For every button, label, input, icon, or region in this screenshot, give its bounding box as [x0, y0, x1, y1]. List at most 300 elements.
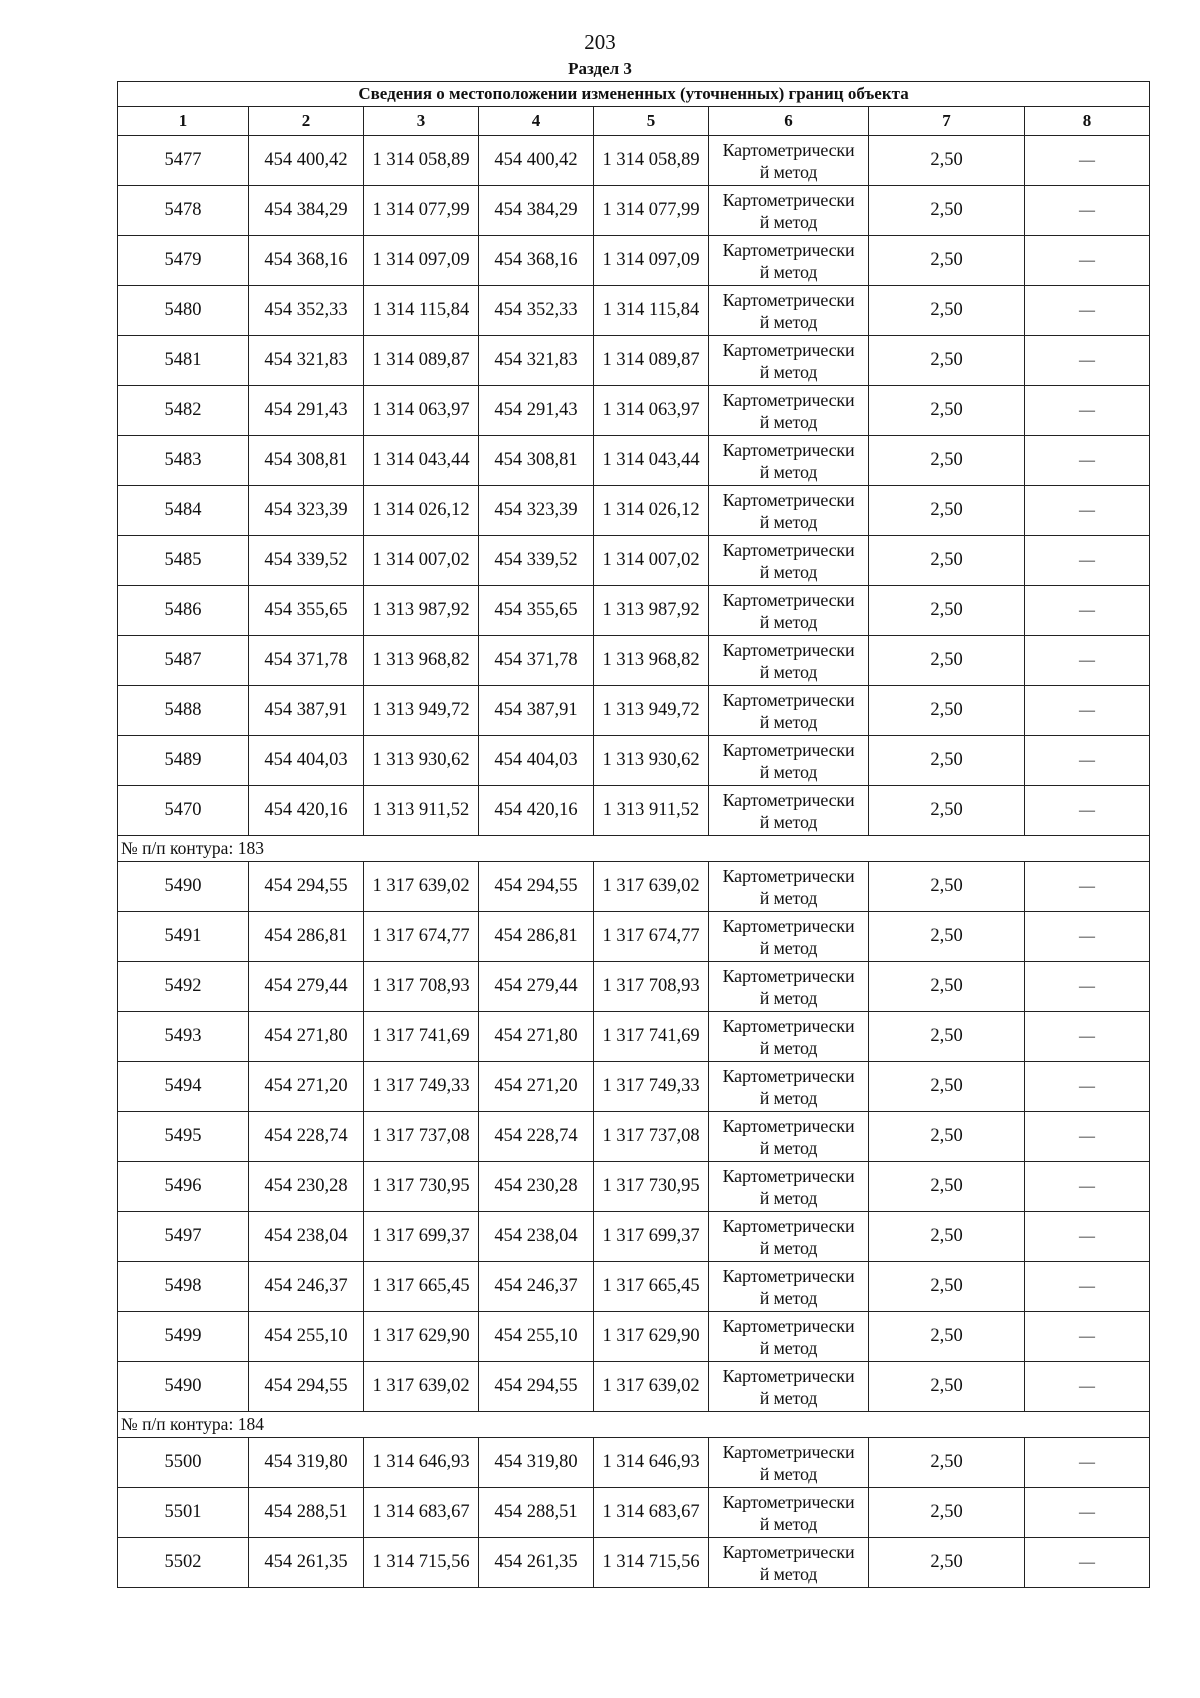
description-cell: — [1025, 686, 1150, 736]
point-number-cell: 5481 [118, 336, 249, 386]
method-line: Картометрически [722, 1115, 855, 1136]
method-cell [709, 786, 869, 836]
contour-label-row [118, 836, 1150, 862]
method-line: Картометрически [722, 1541, 855, 1562]
x-coordinate-cell: 454 255,10 [479, 1312, 594, 1362]
x-coordinate-cell: 454 404,03 [249, 736, 364, 786]
x-coordinate-cell: 454 400,42 [479, 136, 594, 186]
x-coordinate-cell: 454 294,55 [479, 862, 594, 912]
method-line: Картометрически [722, 539, 855, 560]
description-cell: — [1025, 912, 1150, 962]
method-line: й метод [759, 661, 818, 682]
point-number-cell: 5484 [118, 486, 249, 536]
point-number-cell: 5483 [118, 436, 249, 486]
x-coordinate-cell: 454 371,78 [249, 636, 364, 686]
y-coordinate-cell: 1 314 089,87 [364, 336, 479, 386]
method-cell [709, 586, 869, 636]
accuracy-cell: 2,50 [869, 136, 1025, 186]
accuracy-cell: 2,50 [869, 686, 1025, 736]
method-cell [709, 912, 869, 962]
x-coordinate-cell: 454 279,44 [249, 962, 364, 1012]
y-coordinate-cell: 1 314 026,12 [594, 486, 709, 536]
description-cell: — [1025, 1112, 1150, 1162]
method-cell [709, 486, 869, 536]
column-header: 4 [479, 107, 594, 136]
y-coordinate-cell: 1 317 639,02 [364, 862, 479, 912]
x-coordinate-cell: 454 271,80 [479, 1012, 594, 1062]
accuracy-cell: 2,50 [869, 1062, 1025, 1112]
table-row [118, 636, 1150, 686]
accuracy-cell: 2,50 [869, 862, 1025, 912]
method-line: й метод [759, 561, 818, 582]
y-coordinate-cell: 1 314 058,89 [594, 136, 709, 186]
description-cell: — [1025, 1312, 1150, 1362]
point-number-cell: 5502 [118, 1538, 249, 1588]
method-line: Картометрически [722, 439, 855, 460]
y-coordinate-cell: 1 317 708,93 [594, 962, 709, 1012]
x-coordinate-cell: 454 246,37 [249, 1262, 364, 1312]
x-coordinate-cell: 454 352,33 [479, 286, 594, 336]
y-coordinate-cell: 1 317 741,69 [364, 1012, 479, 1062]
method-cell [709, 186, 869, 236]
table-row [118, 786, 1150, 836]
y-coordinate-cell: 1 313 930,62 [594, 736, 709, 786]
x-coordinate-cell: 454 291,43 [249, 386, 364, 436]
x-coordinate-cell: 454 321,83 [479, 336, 594, 386]
y-coordinate-cell: 1 317 629,90 [594, 1312, 709, 1362]
x-coordinate-cell: 454 420,16 [249, 786, 364, 836]
y-coordinate-cell: 1 313 987,92 [364, 586, 479, 636]
column-header: 8 [1025, 107, 1150, 136]
y-coordinate-cell: 1 317 674,77 [594, 912, 709, 962]
method-line: й метод [759, 1513, 818, 1534]
point-number-cell: 5494 [118, 1062, 249, 1112]
description-cell: — [1025, 786, 1150, 836]
method-line: Картометрически [722, 189, 855, 210]
y-coordinate-cell: 1 317 737,08 [594, 1112, 709, 1162]
x-coordinate-cell: 454 288,51 [249, 1488, 364, 1538]
x-coordinate-cell: 454 279,44 [479, 962, 594, 1012]
description-cell: — [1025, 1438, 1150, 1488]
x-coordinate-cell: 454 404,03 [479, 736, 594, 786]
y-coordinate-cell: 1 317 629,90 [364, 1312, 479, 1362]
y-coordinate-cell: 1 317 749,33 [594, 1062, 709, 1112]
accuracy-cell: 2,50 [869, 386, 1025, 436]
table-row [118, 686, 1150, 736]
x-coordinate-cell: 454 308,81 [249, 436, 364, 486]
method-cell [709, 286, 869, 336]
table-row [118, 236, 1150, 286]
method-cell [709, 1488, 869, 1538]
description-cell: — [1025, 1062, 1150, 1112]
method-line: й метод [759, 411, 818, 432]
point-number-cell: 5490 [118, 862, 249, 912]
y-coordinate-cell: 1 313 930,62 [364, 736, 479, 786]
method-line: й метод [759, 1237, 818, 1258]
y-coordinate-cell: 1 314 043,44 [364, 436, 479, 486]
method-line: Картометрически [722, 289, 855, 310]
x-coordinate-cell: 454 291,43 [479, 386, 594, 436]
y-coordinate-cell: 1 314 063,97 [594, 386, 709, 436]
table-row [118, 1262, 1150, 1312]
method-cell [709, 962, 869, 1012]
x-coordinate-cell: 454 321,83 [249, 336, 364, 386]
y-coordinate-cell: 1 314 007,02 [594, 536, 709, 586]
method-line: й метод [759, 1463, 818, 1484]
x-coordinate-cell: 454 288,51 [479, 1488, 594, 1538]
point-number-cell: 5491 [118, 912, 249, 962]
y-coordinate-cell: 1 314 058,89 [364, 136, 479, 186]
x-coordinate-cell: 454 371,78 [479, 636, 594, 686]
accuracy-cell: 2,50 [869, 436, 1025, 486]
x-coordinate-cell: 454 271,20 [479, 1062, 594, 1112]
method-cell [709, 686, 869, 736]
method-cell [709, 1538, 869, 1588]
method-cell [709, 336, 869, 386]
method-line: й метод [759, 611, 818, 632]
table-row [118, 736, 1150, 786]
method-line: й метод [759, 1137, 818, 1158]
method-line: Картометрически [722, 1365, 855, 1386]
point-number-cell: 5501 [118, 1488, 249, 1538]
method-line: Картометрически [722, 865, 855, 886]
y-coordinate-cell: 1 314 043,44 [594, 436, 709, 486]
method-cell [709, 1112, 869, 1162]
accuracy-cell: 2,50 [869, 586, 1025, 636]
x-coordinate-cell: 454 294,55 [249, 1362, 364, 1412]
table-row [118, 136, 1150, 186]
method-line: й метод [759, 1087, 818, 1108]
method-line: Картометрически [722, 789, 855, 810]
table-row [118, 486, 1150, 536]
table-body [118, 82, 1150, 1588]
x-coordinate-cell: 454 294,55 [479, 1362, 594, 1412]
table-row [118, 286, 1150, 336]
x-coordinate-cell: 454 339,52 [249, 536, 364, 586]
method-line: Картометрически [722, 915, 855, 936]
description-cell: — [1025, 636, 1150, 686]
y-coordinate-cell: 1 314 089,87 [594, 336, 709, 386]
table-row [118, 436, 1150, 486]
y-coordinate-cell: 1 317 737,08 [364, 1112, 479, 1162]
method-cell [709, 1162, 869, 1212]
y-coordinate-cell: 1 313 911,52 [594, 786, 709, 836]
method-cell [709, 1362, 869, 1412]
column-header: 2 [249, 107, 364, 136]
table-row [118, 862, 1150, 912]
y-coordinate-cell: 1 313 987,92 [594, 586, 709, 636]
accuracy-cell: 2,50 [869, 1312, 1025, 1362]
description-cell: — [1025, 1212, 1150, 1262]
method-line: й метод [759, 1563, 818, 1584]
point-number-cell: 5487 [118, 636, 249, 686]
description-cell: — [1025, 236, 1150, 286]
method-line: й метод [759, 1037, 818, 1058]
x-coordinate-cell: 454 238,04 [249, 1212, 364, 1262]
x-coordinate-cell: 454 323,39 [249, 486, 364, 536]
x-coordinate-cell: 454 387,91 [479, 686, 594, 736]
boundary-coordinates-table [117, 81, 1150, 1588]
point-number-cell: 5490 [118, 1362, 249, 1412]
description-cell: — [1025, 1162, 1150, 1212]
y-coordinate-cell: 1 314 077,99 [364, 186, 479, 236]
point-number-cell: 5489 [118, 736, 249, 786]
y-coordinate-cell: 1 314 115,84 [594, 286, 709, 336]
description-cell: — [1025, 536, 1150, 586]
x-coordinate-cell: 454 238,04 [479, 1212, 594, 1262]
x-coordinate-cell: 454 255,10 [249, 1312, 364, 1362]
y-coordinate-cell: 1 314 063,97 [364, 386, 479, 436]
point-number-cell: 5479 [118, 236, 249, 286]
accuracy-cell: 2,50 [869, 536, 1025, 586]
x-coordinate-cell: 454 319,80 [479, 1438, 594, 1488]
x-coordinate-cell: 454 230,28 [479, 1162, 594, 1212]
x-coordinate-cell: 454 271,20 [249, 1062, 364, 1112]
method-cell [709, 1312, 869, 1362]
x-coordinate-cell: 454 368,16 [479, 236, 594, 286]
method-line: Картометрически [722, 1215, 855, 1236]
accuracy-cell: 2,50 [869, 736, 1025, 786]
method-line: й метод [759, 937, 818, 958]
description-cell: — [1025, 1362, 1150, 1412]
description-cell: — [1025, 862, 1150, 912]
y-coordinate-cell: 1 314 646,93 [594, 1438, 709, 1488]
method-cell [709, 636, 869, 686]
method-line: Картометрически [722, 1015, 855, 1036]
method-line: й метод [759, 211, 818, 232]
y-coordinate-cell: 1 314 007,02 [364, 536, 479, 586]
method-line: Картометрически [722, 689, 855, 710]
y-coordinate-cell: 1 317 708,93 [364, 962, 479, 1012]
table-caption-row [118, 82, 1150, 107]
method-cell [709, 736, 869, 786]
accuracy-cell: 2,50 [869, 486, 1025, 536]
y-coordinate-cell: 1 314 646,93 [364, 1438, 479, 1488]
y-coordinate-cell: 1 313 949,72 [594, 686, 709, 736]
section-title: Раздел 3 [568, 59, 632, 78]
contour-label: № п/п контура: 184 [118, 1412, 1150, 1438]
description-cell: — [1025, 1262, 1150, 1312]
table-row [118, 1012, 1150, 1062]
x-coordinate-cell: 454 368,16 [249, 236, 364, 286]
point-number-cell: 5482 [118, 386, 249, 436]
x-coordinate-cell: 454 352,33 [249, 286, 364, 336]
x-coordinate-cell: 454 384,29 [249, 186, 364, 236]
x-coordinate-cell: 454 319,80 [249, 1438, 364, 1488]
accuracy-cell: 2,50 [869, 786, 1025, 836]
point-number-cell: 5495 [118, 1112, 249, 1162]
table-row [118, 186, 1150, 236]
x-coordinate-cell: 454 228,74 [479, 1112, 594, 1162]
y-coordinate-cell: 1 317 749,33 [364, 1062, 479, 1112]
point-number-cell: 5498 [118, 1262, 249, 1312]
table-row [118, 1062, 1150, 1112]
method-cell [709, 1262, 869, 1312]
method-line: Картометрически [722, 489, 855, 510]
contour-label-row [118, 1412, 1150, 1438]
accuracy-cell: 2,50 [869, 636, 1025, 686]
y-coordinate-cell: 1 314 715,56 [364, 1538, 479, 1588]
column-header: 3 [364, 107, 479, 136]
x-coordinate-cell: 454 286,81 [479, 912, 594, 962]
method-line: Картометрически [722, 1491, 855, 1512]
method-line: Картометрически [722, 739, 855, 760]
x-coordinate-cell: 454 294,55 [249, 862, 364, 912]
point-number-cell: 5493 [118, 1012, 249, 1062]
x-coordinate-cell: 454 230,28 [249, 1162, 364, 1212]
column-header: 6 [709, 107, 869, 136]
point-number-cell: 5478 [118, 186, 249, 236]
method-cell [709, 436, 869, 486]
table-row [118, 1488, 1150, 1538]
method-line: й метод [759, 1187, 818, 1208]
x-coordinate-cell: 454 261,35 [479, 1538, 594, 1588]
table-row [118, 962, 1150, 1012]
y-coordinate-cell: 1 317 674,77 [364, 912, 479, 962]
accuracy-cell: 2,50 [869, 1162, 1025, 1212]
y-coordinate-cell: 1 313 949,72 [364, 686, 479, 736]
table-row [118, 386, 1150, 436]
description-cell: — [1025, 436, 1150, 486]
method-line: й метод [759, 1387, 818, 1408]
method-line: й метод [759, 887, 818, 908]
table-row [118, 1312, 1150, 1362]
accuracy-cell: 2,50 [869, 336, 1025, 386]
method-line: Картометрически [722, 339, 855, 360]
method-line: й метод [759, 461, 818, 482]
accuracy-cell: 2,50 [869, 1438, 1025, 1488]
method-line: Картометрически [722, 639, 855, 660]
y-coordinate-cell: 1 314 115,84 [364, 286, 479, 336]
description-cell: — [1025, 486, 1150, 536]
method-cell [709, 236, 869, 286]
x-coordinate-cell: 454 339,52 [479, 536, 594, 586]
method-line: Картометрически [722, 1265, 855, 1286]
accuracy-cell: 2,50 [869, 236, 1025, 286]
table-row [118, 1162, 1150, 1212]
description-cell: — [1025, 1488, 1150, 1538]
y-coordinate-cell: 1 313 968,82 [364, 636, 479, 686]
method-cell [709, 536, 869, 586]
method-cell [709, 1438, 869, 1488]
method-cell [709, 1212, 869, 1262]
x-coordinate-cell: 454 261,35 [249, 1538, 364, 1588]
y-coordinate-cell: 1 317 639,02 [364, 1362, 479, 1412]
x-coordinate-cell: 454 400,42 [249, 136, 364, 186]
x-coordinate-cell: 454 420,16 [479, 786, 594, 836]
x-coordinate-cell: 454 384,29 [479, 186, 594, 236]
description-cell: — [1025, 186, 1150, 236]
table-row [118, 1362, 1150, 1412]
point-number-cell: 5499 [118, 1312, 249, 1362]
method-line: й метод [759, 311, 818, 332]
description-cell: — [1025, 962, 1150, 1012]
accuracy-cell: 2,50 [869, 962, 1025, 1012]
method-line: Картометрически [722, 1315, 855, 1336]
y-coordinate-cell: 1 313 968,82 [594, 636, 709, 686]
method-cell [709, 136, 869, 186]
method-line: Картометрически [722, 589, 855, 610]
description-cell: — [1025, 336, 1150, 386]
table-caption: Сведения о местоположении измененных (уточненных) границ объекта [118, 82, 1150, 107]
description-cell: — [1025, 586, 1150, 636]
method-line: Картометрически [722, 139, 855, 160]
point-number-cell: 5497 [118, 1212, 249, 1262]
method-line: й метод [759, 1287, 818, 1308]
method-line: й метод [759, 987, 818, 1008]
y-coordinate-cell: 1 317 741,69 [594, 1012, 709, 1062]
x-coordinate-cell: 454 246,37 [479, 1262, 594, 1312]
point-number-cell: 5485 [118, 536, 249, 586]
method-line: й метод [759, 711, 818, 732]
x-coordinate-cell: 454 323,39 [479, 486, 594, 536]
table-row [118, 1212, 1150, 1262]
description-cell: — [1025, 736, 1150, 786]
x-coordinate-cell: 454 286,81 [249, 912, 364, 962]
accuracy-cell: 2,50 [869, 1012, 1025, 1062]
description-cell: — [1025, 286, 1150, 336]
column-header: 1 [118, 107, 249, 136]
method-line: Картометрически [722, 1065, 855, 1086]
method-line: Картометрически [722, 239, 855, 260]
method-cell [709, 862, 869, 912]
y-coordinate-cell: 1 317 665,45 [364, 1262, 479, 1312]
y-coordinate-cell: 1 317 730,95 [364, 1162, 479, 1212]
description-cell: — [1025, 386, 1150, 436]
point-number-cell: 5492 [118, 962, 249, 1012]
column-number-row [118, 107, 1150, 136]
table-row [118, 1438, 1150, 1488]
x-coordinate-cell: 454 355,65 [479, 586, 594, 636]
contour-label: № п/п контура: 183 [118, 836, 1150, 862]
y-coordinate-cell: 1 317 639,02 [594, 862, 709, 912]
accuracy-cell: 2,50 [869, 1538, 1025, 1588]
column-header: 7 [869, 107, 1025, 136]
x-coordinate-cell: 454 308,81 [479, 436, 594, 486]
y-coordinate-cell: 1 314 097,09 [364, 236, 479, 286]
method-line: й метод [759, 261, 818, 282]
y-coordinate-cell: 1 317 665,45 [594, 1262, 709, 1312]
point-number-cell: 5477 [118, 136, 249, 186]
accuracy-cell: 2,50 [869, 186, 1025, 236]
y-coordinate-cell: 1 317 730,95 [594, 1162, 709, 1212]
y-coordinate-cell: 1 313 911,52 [364, 786, 479, 836]
accuracy-cell: 2,50 [869, 1488, 1025, 1538]
method-line: Картометрически [722, 389, 855, 410]
y-coordinate-cell: 1 317 639,02 [594, 1362, 709, 1412]
x-coordinate-cell: 454 228,74 [249, 1112, 364, 1162]
y-coordinate-cell: 1 314 683,67 [364, 1488, 479, 1538]
table-row [118, 336, 1150, 386]
accuracy-cell: 2,50 [869, 1362, 1025, 1412]
method-line: й метод [759, 511, 818, 532]
method-line: й метод [759, 1337, 818, 1358]
table-row [118, 912, 1150, 962]
accuracy-cell: 2,50 [869, 286, 1025, 336]
y-coordinate-cell: 1 314 097,09 [594, 236, 709, 286]
y-coordinate-cell: 1 317 699,37 [594, 1212, 709, 1262]
x-coordinate-cell: 454 387,91 [249, 686, 364, 736]
description-cell: — [1025, 1538, 1150, 1588]
point-number-cell: 5496 [118, 1162, 249, 1212]
table-row [118, 1538, 1150, 1588]
table-row [118, 536, 1150, 586]
method-line: й метод [759, 761, 818, 782]
description-cell: — [1025, 1012, 1150, 1062]
method-line: й метод [759, 811, 818, 832]
point-number-cell: 5480 [118, 286, 249, 336]
accuracy-cell: 2,50 [869, 1112, 1025, 1162]
